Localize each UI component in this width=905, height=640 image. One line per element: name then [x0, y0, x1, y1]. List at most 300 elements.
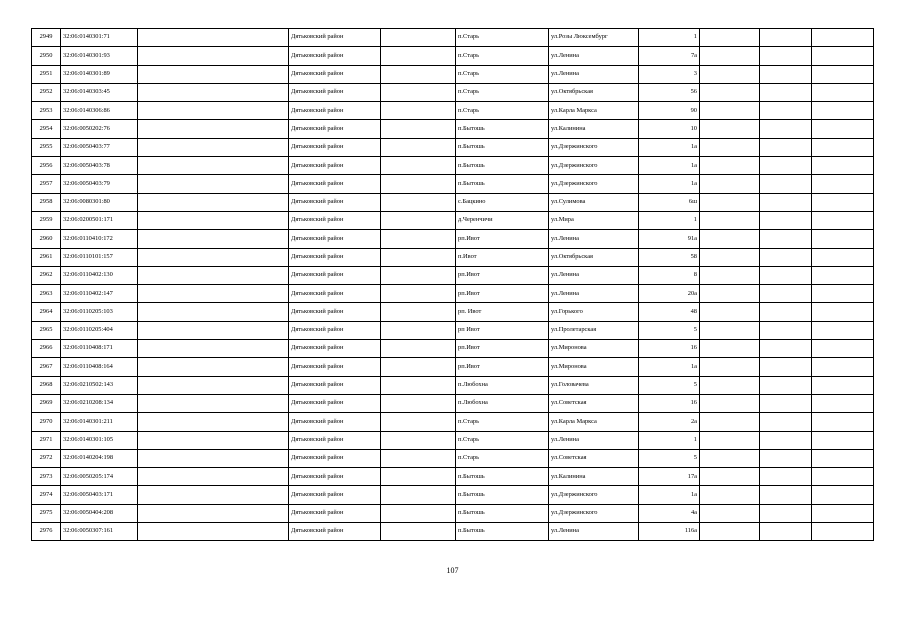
empty-cell: [138, 248, 289, 266]
house-number-cell: 1а: [639, 157, 700, 175]
house-number-cell: 91а: [639, 230, 700, 248]
house-number-cell: 1а: [639, 175, 700, 193]
empty-cell: [760, 47, 812, 65]
cadastral-number-cell: 32:06:0200501:171: [61, 211, 138, 229]
empty-cell: [381, 449, 456, 467]
district-cell: Дятьковский район: [289, 157, 381, 175]
row-number-cell: 2956: [32, 157, 61, 175]
street-cell: ул.Карла Маркса: [549, 102, 639, 120]
district-cell: Дятьковский район: [289, 138, 381, 156]
district-cell: Дятьковский район: [289, 29, 381, 47]
empty-cell: [381, 321, 456, 339]
settlement-cell: п.Бытошь: [456, 504, 549, 522]
cadastral-number-cell: 32:06:0140301:93: [61, 47, 138, 65]
empty-cell: [138, 468, 289, 486]
cadastral-number-cell: 32:06:0050205:174: [61, 468, 138, 486]
cadastral-number-cell: 32:06:0080301:80: [61, 193, 138, 211]
row-number-cell: 2952: [32, 83, 61, 101]
empty-cell: [760, 394, 812, 412]
district-cell: Дятьковский район: [289, 211, 381, 229]
empty-cell: [812, 321, 874, 339]
table-row: [32, 523, 874, 541]
street-cell: ул.Дзержинского: [549, 157, 639, 175]
empty-cell: [138, 358, 289, 376]
house-number-cell: 5: [639, 321, 700, 339]
empty-cell: [700, 523, 760, 541]
street-cell: ул.Ленина: [549, 431, 639, 449]
empty-cell: [138, 211, 289, 229]
district-cell: Дятьковский район: [289, 193, 381, 211]
empty-cell: [138, 504, 289, 522]
house-number-cell: 116а: [639, 523, 700, 541]
empty-cell: [381, 120, 456, 138]
table-row: [32, 248, 874, 266]
empty-cell: [381, 65, 456, 83]
empty-cell: [381, 376, 456, 394]
street-cell: ул.Головачева: [549, 376, 639, 394]
house-number-cell: 58: [639, 248, 700, 266]
empty-cell: [138, 65, 289, 83]
district-cell: Дятьковский район: [289, 120, 381, 138]
cadastral-number-cell: 32:06:0140301:211: [61, 413, 138, 431]
settlement-cell: рп Ивот: [456, 321, 549, 339]
empty-cell: [760, 468, 812, 486]
empty-cell: [381, 340, 456, 358]
empty-cell: [760, 486, 812, 504]
empty-cell: [812, 394, 874, 412]
table-row: [32, 340, 874, 358]
house-number-cell: 5: [639, 376, 700, 394]
empty-cell: [812, 138, 874, 156]
empty-cell: [700, 340, 760, 358]
empty-cell: [760, 376, 812, 394]
street-cell: ул.Дзержинского: [549, 504, 639, 522]
street-cell: ул.Розы Люксембург: [549, 29, 639, 47]
empty-cell: [760, 138, 812, 156]
empty-cell: [138, 394, 289, 412]
house-number-cell: 5: [639, 449, 700, 467]
empty-cell: [700, 138, 760, 156]
settlement-cell: п.Любохна: [456, 376, 549, 394]
district-cell: Дятьковский район: [289, 83, 381, 101]
empty-cell: [760, 120, 812, 138]
row-number-cell: 2976: [32, 523, 61, 541]
settlement-cell: рп. Ивот: [456, 303, 549, 321]
table-row: [32, 138, 874, 156]
empty-cell: [138, 449, 289, 467]
empty-cell: [760, 340, 812, 358]
street-cell: ул.Миронова: [549, 340, 639, 358]
empty-cell: [812, 504, 874, 522]
empty-cell: [812, 83, 874, 101]
empty-cell: [760, 321, 812, 339]
table-row: [32, 303, 874, 321]
row-number-cell: 2966: [32, 340, 61, 358]
empty-cell: [138, 266, 289, 284]
cadastral-number-cell: 32:06:0110101:157: [61, 248, 138, 266]
row-number-cell: 2973: [32, 468, 61, 486]
empty-cell: [700, 266, 760, 284]
house-number-cell: 90: [639, 102, 700, 120]
row-number-cell: 2960: [32, 230, 61, 248]
empty-cell: [812, 303, 874, 321]
empty-cell: [700, 83, 760, 101]
row-number-cell: 2970: [32, 413, 61, 431]
district-cell: Дятьковский район: [289, 468, 381, 486]
district-cell: Дятьковский район: [289, 47, 381, 65]
house-number-cell: 56: [639, 83, 700, 101]
empty-cell: [700, 47, 760, 65]
cadastral-number-cell: 32:06:0050307:161: [61, 523, 138, 541]
street-cell: ул.Сулимова: [549, 193, 639, 211]
settlement-cell: п.Бытошь: [456, 175, 549, 193]
table-row: [32, 102, 874, 120]
empty-cell: [381, 523, 456, 541]
empty-cell: [812, 157, 874, 175]
street-cell: ул.Пролетарская: [549, 321, 639, 339]
table-row: [32, 504, 874, 522]
row-number-cell: 2958: [32, 193, 61, 211]
empty-cell: [812, 175, 874, 193]
street-cell: ул.Дзержинского: [549, 175, 639, 193]
street-cell: ул.Миронова: [549, 358, 639, 376]
cadastral-number-cell: 32:06:0110402:147: [61, 285, 138, 303]
house-number-cell: 3: [639, 65, 700, 83]
street-cell: ул.Горького: [549, 303, 639, 321]
settlement-cell: п.Старь: [456, 65, 549, 83]
district-cell: Дятьковский район: [289, 358, 381, 376]
district-cell: Дятьковский район: [289, 504, 381, 522]
empty-cell: [138, 376, 289, 394]
street-cell: ул.Советская: [549, 394, 639, 412]
empty-cell: [760, 504, 812, 522]
table-row: [32, 468, 874, 486]
empty-cell: [138, 47, 289, 65]
district-cell: Дятьковский район: [289, 285, 381, 303]
empty-cell: [381, 102, 456, 120]
empty-cell: [138, 230, 289, 248]
empty-cell: [760, 523, 812, 541]
empty-cell: [381, 486, 456, 504]
empty-cell: [760, 285, 812, 303]
cadastral-number-cell: 32:06:0050403:79: [61, 175, 138, 193]
house-number-cell: 1: [639, 29, 700, 47]
row-number-cell: 2959: [32, 211, 61, 229]
row-number-cell: 2963: [32, 285, 61, 303]
empty-cell: [760, 83, 812, 101]
empty-cell: [760, 65, 812, 83]
empty-cell: [138, 486, 289, 504]
empty-cell: [381, 138, 456, 156]
district-cell: Дятьковский район: [289, 321, 381, 339]
empty-cell: [760, 175, 812, 193]
empty-cell: [381, 47, 456, 65]
row-number-cell: 2951: [32, 65, 61, 83]
table-row: [32, 358, 874, 376]
empty-cell: [700, 449, 760, 467]
registry-table: [31, 28, 874, 541]
row-number-cell: 2954: [32, 120, 61, 138]
cadastral-number-cell: 32:06:0140301:105: [61, 431, 138, 449]
settlement-cell: п.Старь: [456, 47, 549, 65]
table-row: [32, 413, 874, 431]
empty-cell: [138, 431, 289, 449]
table-row: [32, 175, 874, 193]
settlement-cell: рп.Ивот: [456, 266, 549, 284]
empty-cell: [812, 248, 874, 266]
row-number-cell: 2961: [32, 248, 61, 266]
cadastral-number-cell: 32:06:0050404:208: [61, 504, 138, 522]
empty-cell: [812, 266, 874, 284]
empty-cell: [812, 285, 874, 303]
empty-cell: [138, 413, 289, 431]
street-cell: ул.Калинина: [549, 468, 639, 486]
settlement-cell: п.Старь: [456, 413, 549, 431]
empty-cell: [381, 230, 456, 248]
empty-cell: [381, 413, 456, 431]
empty-cell: [381, 175, 456, 193]
row-number-cell: 2971: [32, 431, 61, 449]
cadastral-number-cell: 32:06:0140306:86: [61, 102, 138, 120]
cadastral-number-cell: 32:06:0110408:164: [61, 358, 138, 376]
empty-cell: [138, 523, 289, 541]
cadastral-number-cell: 32:06:0110205:404: [61, 321, 138, 339]
empty-cell: [760, 303, 812, 321]
house-number-cell: 4а: [639, 504, 700, 522]
empty-cell: [700, 120, 760, 138]
settlement-cell: п.Бытошь: [456, 138, 549, 156]
table-row: [32, 157, 874, 175]
empty-cell: [700, 504, 760, 522]
empty-cell: [381, 431, 456, 449]
empty-cell: [700, 376, 760, 394]
empty-cell: [700, 394, 760, 412]
cadastral-number-cell: 32:06:0050403:171: [61, 486, 138, 504]
table-row: [32, 486, 874, 504]
settlement-cell: п.Старь: [456, 449, 549, 467]
empty-cell: [138, 29, 289, 47]
empty-cell: [138, 83, 289, 101]
empty-cell: [381, 266, 456, 284]
empty-cell: [700, 285, 760, 303]
street-cell: ул.Ленина: [549, 285, 639, 303]
district-cell: Дятьковский район: [289, 303, 381, 321]
settlement-cell: п.Ивот: [456, 248, 549, 266]
empty-cell: [760, 449, 812, 467]
cadastral-number-cell: 32:06:0110205:103: [61, 303, 138, 321]
street-cell: ул.Советская: [549, 449, 639, 467]
house-number-cell: 1а: [639, 138, 700, 156]
district-cell: Дятьковский район: [289, 413, 381, 431]
empty-cell: [812, 413, 874, 431]
empty-cell: [760, 248, 812, 266]
house-number-cell: 1: [639, 431, 700, 449]
empty-cell: [760, 266, 812, 284]
row-number-cell: 2974: [32, 486, 61, 504]
house-number-cell: 8: [639, 266, 700, 284]
empty-cell: [812, 486, 874, 504]
table-row: [32, 230, 874, 248]
row-number-cell: 2975: [32, 504, 61, 522]
table-row: [32, 376, 874, 394]
empty-cell: [381, 468, 456, 486]
empty-cell: [700, 413, 760, 431]
empty-cell: [812, 65, 874, 83]
row-number-cell: 2955: [32, 138, 61, 156]
settlement-cell: рп.Ивот: [456, 358, 549, 376]
district-cell: Дятьковский район: [289, 102, 381, 120]
empty-cell: [700, 211, 760, 229]
street-cell: ул.Ленина: [549, 266, 639, 284]
empty-cell: [812, 449, 874, 467]
empty-cell: [138, 340, 289, 358]
street-cell: ул.Калинина: [549, 120, 639, 138]
empty-cell: [760, 193, 812, 211]
house-number-cell: 1а: [639, 486, 700, 504]
table-row: [32, 321, 874, 339]
row-number-cell: 2965: [32, 321, 61, 339]
district-cell: Дятьковский район: [289, 266, 381, 284]
table-row: [32, 431, 874, 449]
cadastral-number-cell: 32:06:0110408:171: [61, 340, 138, 358]
empty-cell: [812, 230, 874, 248]
street-cell: ул.Дзержинского: [549, 138, 639, 156]
empty-cell: [812, 340, 874, 358]
house-number-cell: 16: [639, 340, 700, 358]
empty-cell: [700, 175, 760, 193]
row-number-cell: 2949: [32, 29, 61, 47]
empty-cell: [812, 29, 874, 47]
empty-cell: [760, 431, 812, 449]
settlement-cell: п.Старь: [456, 102, 549, 120]
settlement-cell: п.Старь: [456, 431, 549, 449]
empty-cell: [812, 211, 874, 229]
empty-cell: [760, 211, 812, 229]
district-cell: Дятьковский район: [289, 65, 381, 83]
street-cell: ул.Октябрьская: [549, 248, 639, 266]
district-cell: Дятьковский район: [289, 431, 381, 449]
house-number-cell: 2а: [639, 413, 700, 431]
house-number-cell: 7а: [639, 47, 700, 65]
district-cell: Дятьковский район: [289, 449, 381, 467]
table-row: [32, 211, 874, 229]
settlement-cell: п.Старь: [456, 29, 549, 47]
empty-cell: [138, 102, 289, 120]
empty-cell: [700, 321, 760, 339]
empty-cell: [381, 29, 456, 47]
table-row: [32, 83, 874, 101]
empty-cell: [760, 413, 812, 431]
row-number-cell: 2957: [32, 175, 61, 193]
row-number-cell: 2967: [32, 358, 61, 376]
empty-cell: [381, 504, 456, 522]
cadastral-number-cell: 32:06:0210208:134: [61, 394, 138, 412]
empty-cell: [812, 358, 874, 376]
empty-cell: [138, 321, 289, 339]
empty-cell: [700, 193, 760, 211]
empty-cell: [812, 468, 874, 486]
row-number-cell: 2950: [32, 47, 61, 65]
street-cell: ул.Ленина: [549, 47, 639, 65]
row-number-cell: 2953: [32, 102, 61, 120]
district-cell: Дятьковский район: [289, 376, 381, 394]
district-cell: Дятьковский район: [289, 230, 381, 248]
district-cell: Дятьковский район: [289, 248, 381, 266]
empty-cell: [138, 193, 289, 211]
settlement-cell: п.Бытошь: [456, 468, 549, 486]
district-cell: Дятьковский район: [289, 523, 381, 541]
settlement-cell: п.Бытошь: [456, 523, 549, 541]
empty-cell: [381, 394, 456, 412]
empty-cell: [700, 248, 760, 266]
settlement-cell: рп.Ивот: [456, 230, 549, 248]
settlement-cell: д.Черенчичи: [456, 211, 549, 229]
street-cell: ул.Мира: [549, 211, 639, 229]
empty-cell: [138, 157, 289, 175]
settlement-cell: п.Любохна: [456, 394, 549, 412]
table-row: [32, 65, 874, 83]
cadastral-number-cell: 32:06:0140303:45: [61, 83, 138, 101]
settlement-cell: рп.Ивот: [456, 340, 549, 358]
district-cell: Дятьковский район: [289, 340, 381, 358]
empty-cell: [812, 523, 874, 541]
empty-cell: [381, 83, 456, 101]
empty-cell: [700, 230, 760, 248]
empty-cell: [760, 358, 812, 376]
empty-cell: [700, 358, 760, 376]
empty-cell: [138, 175, 289, 193]
empty-cell: [700, 157, 760, 175]
house-number-cell: 10: [639, 120, 700, 138]
settlement-cell: п.Бытошь: [456, 120, 549, 138]
row-number-cell: 2968: [32, 376, 61, 394]
empty-cell: [760, 230, 812, 248]
table-row: [32, 193, 874, 211]
cadastral-number-cell: 32:06:0110410:172: [61, 230, 138, 248]
cadastral-number-cell: 32:06:0140204:198: [61, 449, 138, 467]
district-cell: Дятьковский район: [289, 175, 381, 193]
empty-cell: [138, 120, 289, 138]
district-cell: Дятьковский район: [289, 486, 381, 504]
cadastral-number-cell: 32:06:0210502:143: [61, 376, 138, 394]
empty-cell: [700, 486, 760, 504]
empty-cell: [381, 248, 456, 266]
cadastral-number-cell: 32:06:0050202:76: [61, 120, 138, 138]
house-number-cell: 48: [639, 303, 700, 321]
empty-cell: [381, 303, 456, 321]
settlement-cell: п.Бытошь: [456, 157, 549, 175]
house-number-cell: 1: [639, 211, 700, 229]
house-number-cell: 20а: [639, 285, 700, 303]
empty-cell: [700, 468, 760, 486]
empty-cell: [760, 157, 812, 175]
house-number-cell: 6ш: [639, 193, 700, 211]
empty-cell: [700, 65, 760, 83]
empty-cell: [760, 29, 812, 47]
empty-cell: [381, 285, 456, 303]
settlement-cell: п.Бытошь: [456, 486, 549, 504]
table-row: [32, 29, 874, 47]
cadastral-number-cell: 32:06:0050403:77: [61, 138, 138, 156]
empty-cell: [812, 120, 874, 138]
empty-cell: [700, 431, 760, 449]
house-number-cell: 1а: [639, 358, 700, 376]
empty-cell: [381, 193, 456, 211]
cadastral-number-cell: 32:06:0140301:71: [61, 29, 138, 47]
empty-cell: [812, 376, 874, 394]
settlement-cell: с.Бацкино: [456, 193, 549, 211]
settlement-cell: рп.Ивот: [456, 285, 549, 303]
